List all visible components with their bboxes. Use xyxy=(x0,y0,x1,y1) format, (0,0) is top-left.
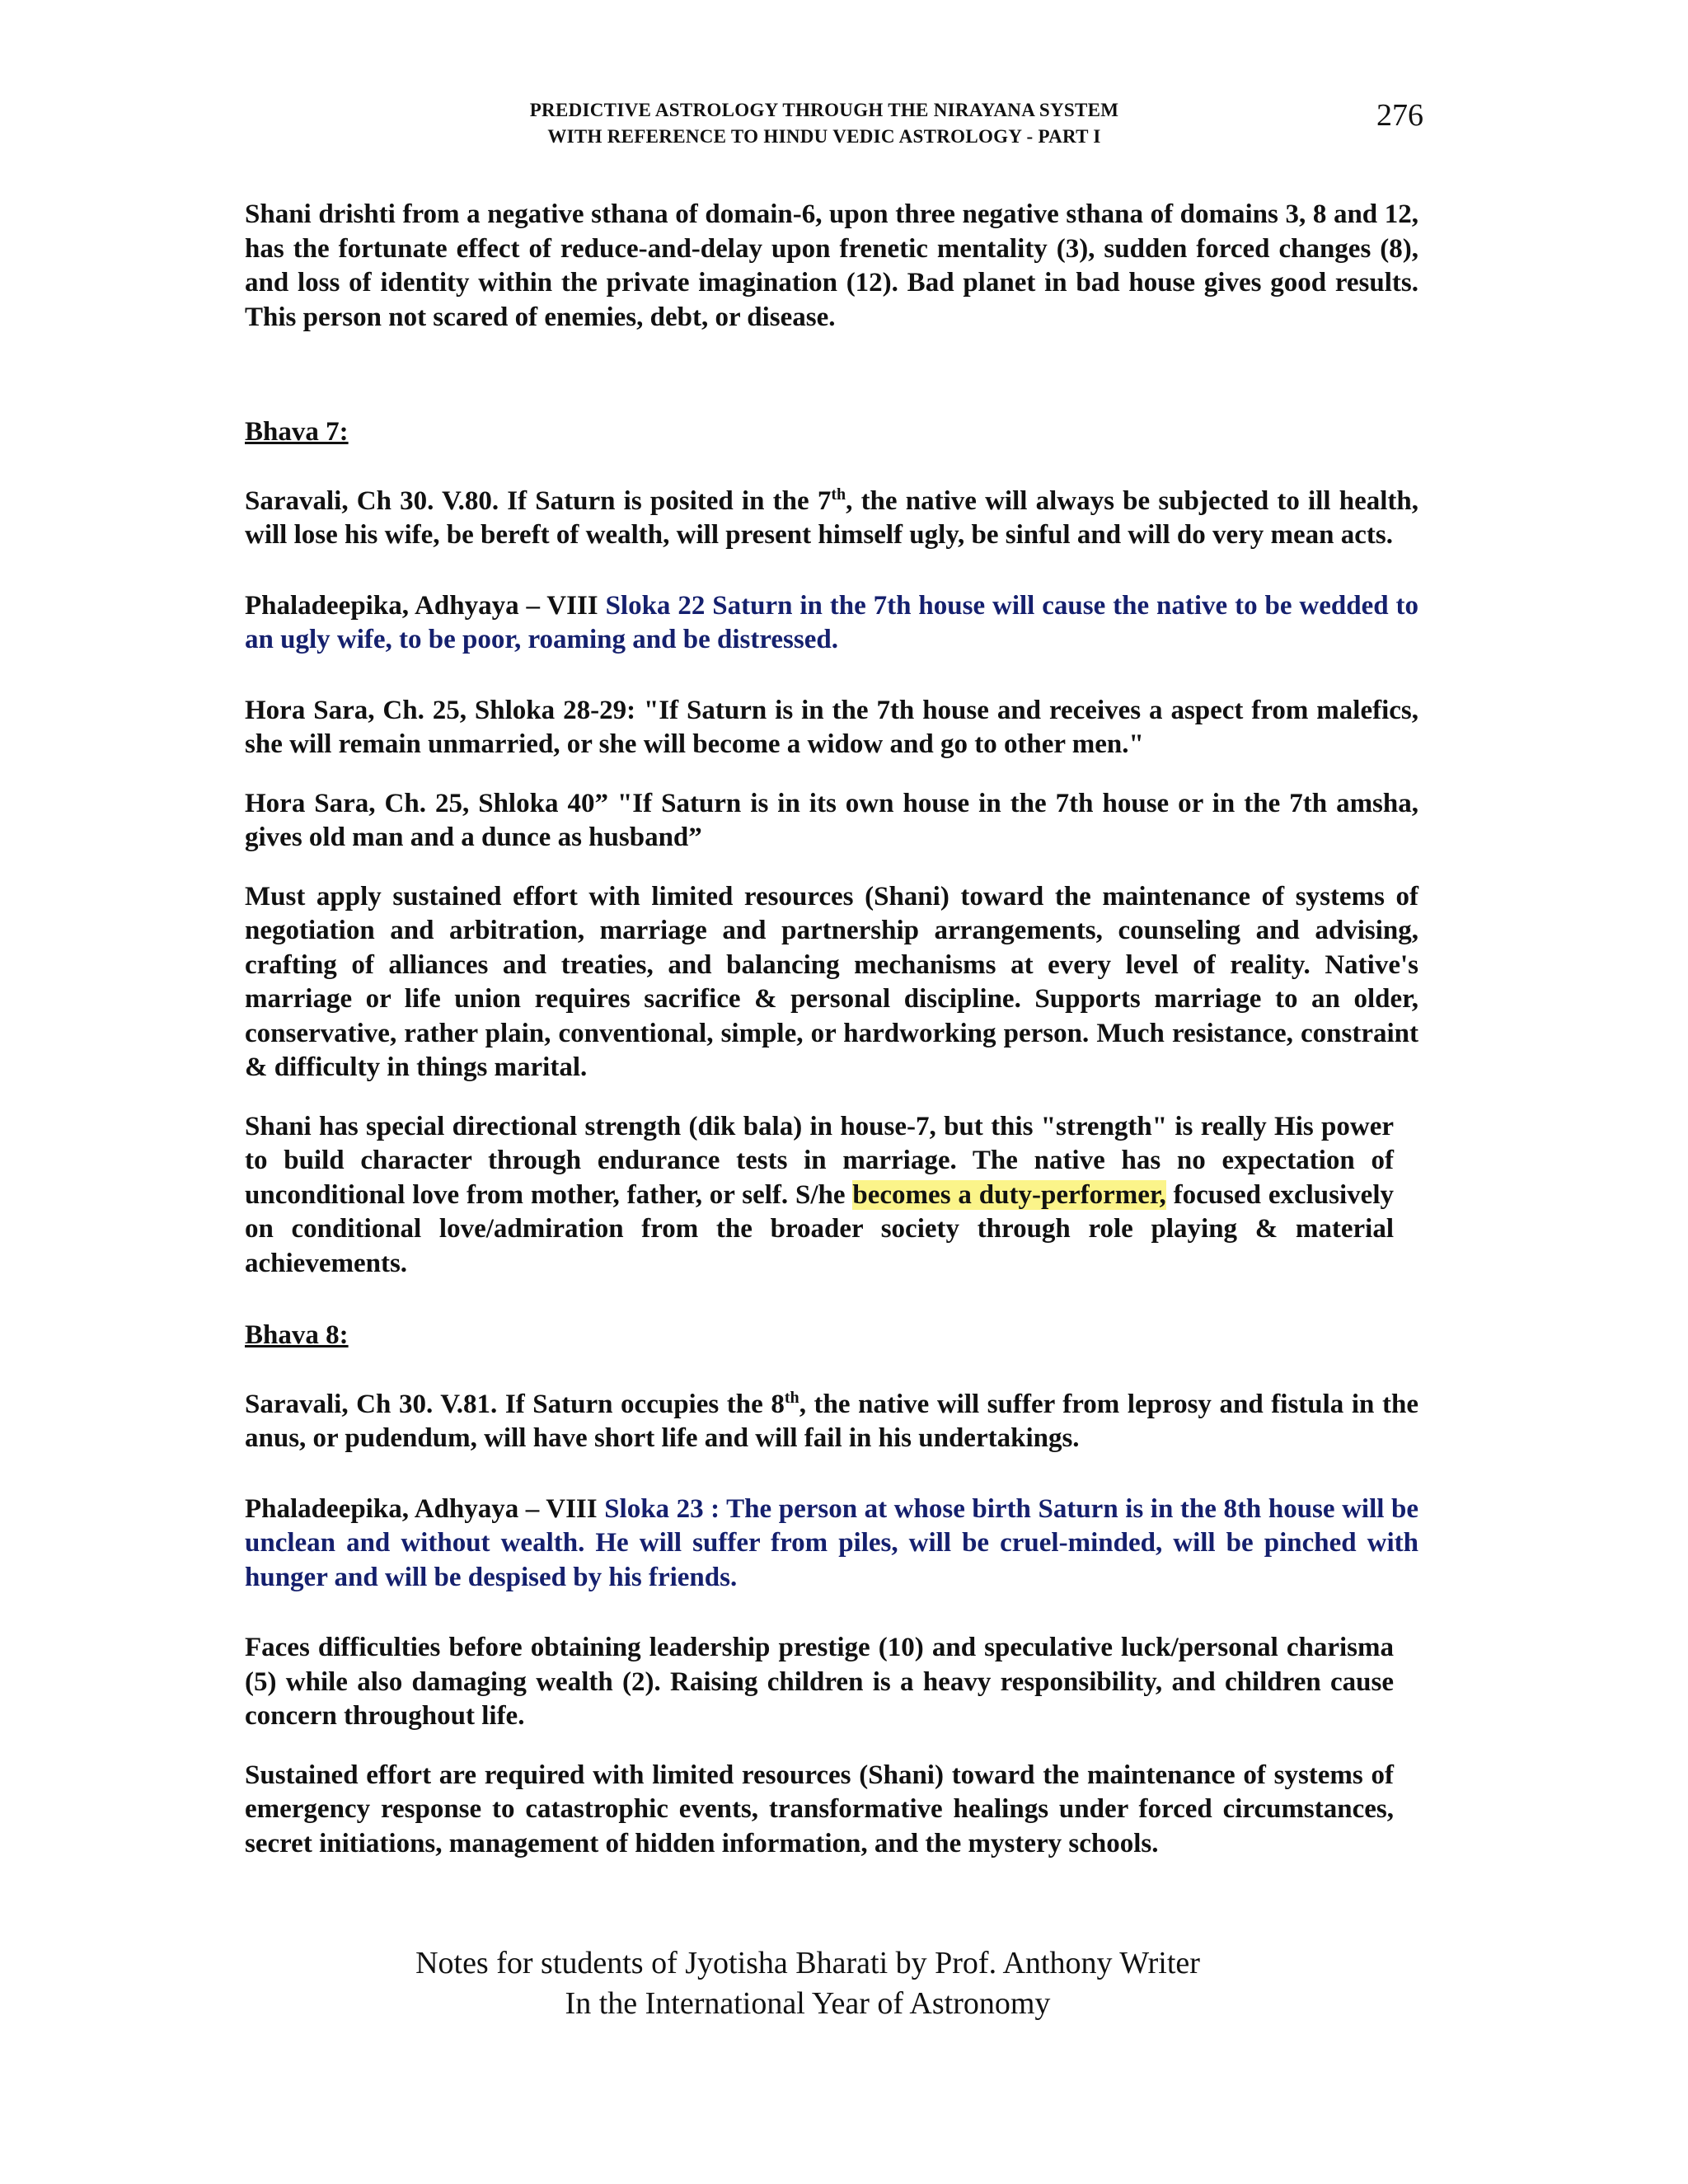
bhava8-phala-quote: Sloka 23 : The person at whose birth Saturn is in the 8th house will be unclean and without wealth. He will suffer from piles, will be cruel-minded, will be pinched with hunger and will be despised by his friends. xyxy=(245,1493,1418,1592)
bhava8-saravali-sup: th xyxy=(784,1388,799,1407)
running-header xyxy=(330,97,1319,150)
bhava7-hora-sara-paragraph-2: Hora Sara, Ch. 25, Shloka 40” "If Saturn is in its own house in the 7th house or in the 7th amsha, gives old man and a dunce as husband” xyxy=(245,788,1418,852)
footer-line-1: Notes for students of Jyotisha Bharati by Prof. Anthony Writer xyxy=(415,1946,1200,1980)
footer-line-2: In the International Year of Astronomy xyxy=(565,1986,1051,2021)
bhava8-faces-paragraph: Faces difficulties before obtaining leadership prestige (10) and speculative luck/personal charisma (5) while also damaging wealth (2). Raising children is a heavy responsibility, and children cause concern throughout life. xyxy=(245,1633,1394,1731)
bhava7-dik-pre: Shani has special directional strength (dik bala) in house-7, but this "strength" is really His power to build character through endurance tests in marriage. The native has no expectation of unconditional love from mother, father, or self. S/he xyxy=(245,1111,1394,1210)
bhava7-dik-bala-paragraph xyxy=(245,1110,1394,1282)
bhava7-phaladeepika-paragraph xyxy=(245,589,1418,658)
intro-paragraph: Shani drishti from a negative sthana of domain-6, upon three negative sthana of domains 3, 8 and 12, has the fortunate effect of reduce-and-delay upon frenetic mentality (3), sudden forced changes (8), and loss of identity within the private imagination (12). Bad planet in bad house gives good results. This person not scared of enemies, debt, or disease. xyxy=(245,199,1418,332)
bhava8-saravali-post: , the native will suffer from leprosy and fistula in the anus, or pudendum, will have short life and will fail in his undertakings. xyxy=(245,1389,1418,1453)
bhava7-saravali-paragraph xyxy=(245,485,1418,553)
heading-bhava-8: Bhava 8: xyxy=(245,1320,349,1350)
bhava8-phala-prefix: Phaladeepika, Adhyaya – VIII xyxy=(245,1493,605,1524)
bhava7-dik-post: focused exclusively on conditional love/admiration from the broader society through role playing & material achievements. xyxy=(245,1179,1394,1278)
bhava8-saravali-paragraph xyxy=(245,1388,1418,1456)
bhava7-saravali-pre: Saravali, Ch 30. V.80. If Saturn is posited in the 7 xyxy=(245,485,832,516)
bhava7-phala-prefix: Phaladeepika, Adhyaya – VIII xyxy=(245,590,606,621)
bhava7-hora-sara-paragraph-1: Hora Sara, Ch. 25, Shloka 28-29: "If Saturn is in the 7th house and receives a aspect from malefics, she will remain unmarried, or she will become a widow and go to other men." xyxy=(245,695,1418,759)
bhava7-effort-paragraph: Must apply sustained effort with limited resources (Shani) toward the maintenance of systems of negotiation and arbitration, marriage and partnership arrangements, counseling and advising, crafting of alliances and treaties, and balancing mechanisms at every level of reality. Native's marriage or life union requires sacrifice & personal discipline. Supports marriage to an older, conservative, rather plain, conventional, simple, or hardworking person. Much resistance, constraint & difficulty in things marital. xyxy=(245,881,1418,1082)
page-number: 276 xyxy=(1376,98,1423,133)
bhava8-saravali-pre: Saravali, Ch 30. V.81. If Saturn occupies the 8 xyxy=(245,1389,785,1419)
bhava8-sustained-paragraph: Sustained effort are required with limited resources (Shani) toward the maintenance of systems of emergency response to catastrophic events, transformative healings under forced circumstances, secret initiations, management of hidden information, and the mystery schools. xyxy=(245,1760,1394,1858)
bhava7-saravali-post: , the native will always be subjected to ill health, will lose his wife, be bereft of wealth, will present himself ugly, be sinful and will do very mean acts. xyxy=(245,485,1419,550)
bhava7-saravali-sup: th xyxy=(831,485,846,504)
bhava8-phaladeepika-paragraph xyxy=(245,1493,1418,1596)
main-content xyxy=(245,198,1418,1861)
highlighted-text: becomes a duty-performer, xyxy=(852,1179,1166,1210)
header-line-1: PREDICTIVE ASTROLOGY THROUGH THE NIRAYANA SYSTEM xyxy=(529,100,1119,120)
heading-bhava-7: Bhava 7: xyxy=(245,417,349,447)
bhava7-phala-quote: Sloka 22 Saturn in the 7th house will cause the native to be wedded to an ugly wife, to be poor, roaming and be distressed. xyxy=(245,590,1418,654)
page-footer xyxy=(305,1943,1311,2024)
header-line-2: WITH REFERENCE TO HINDU VEDIC ASTROLOGY - PART I xyxy=(547,126,1101,147)
